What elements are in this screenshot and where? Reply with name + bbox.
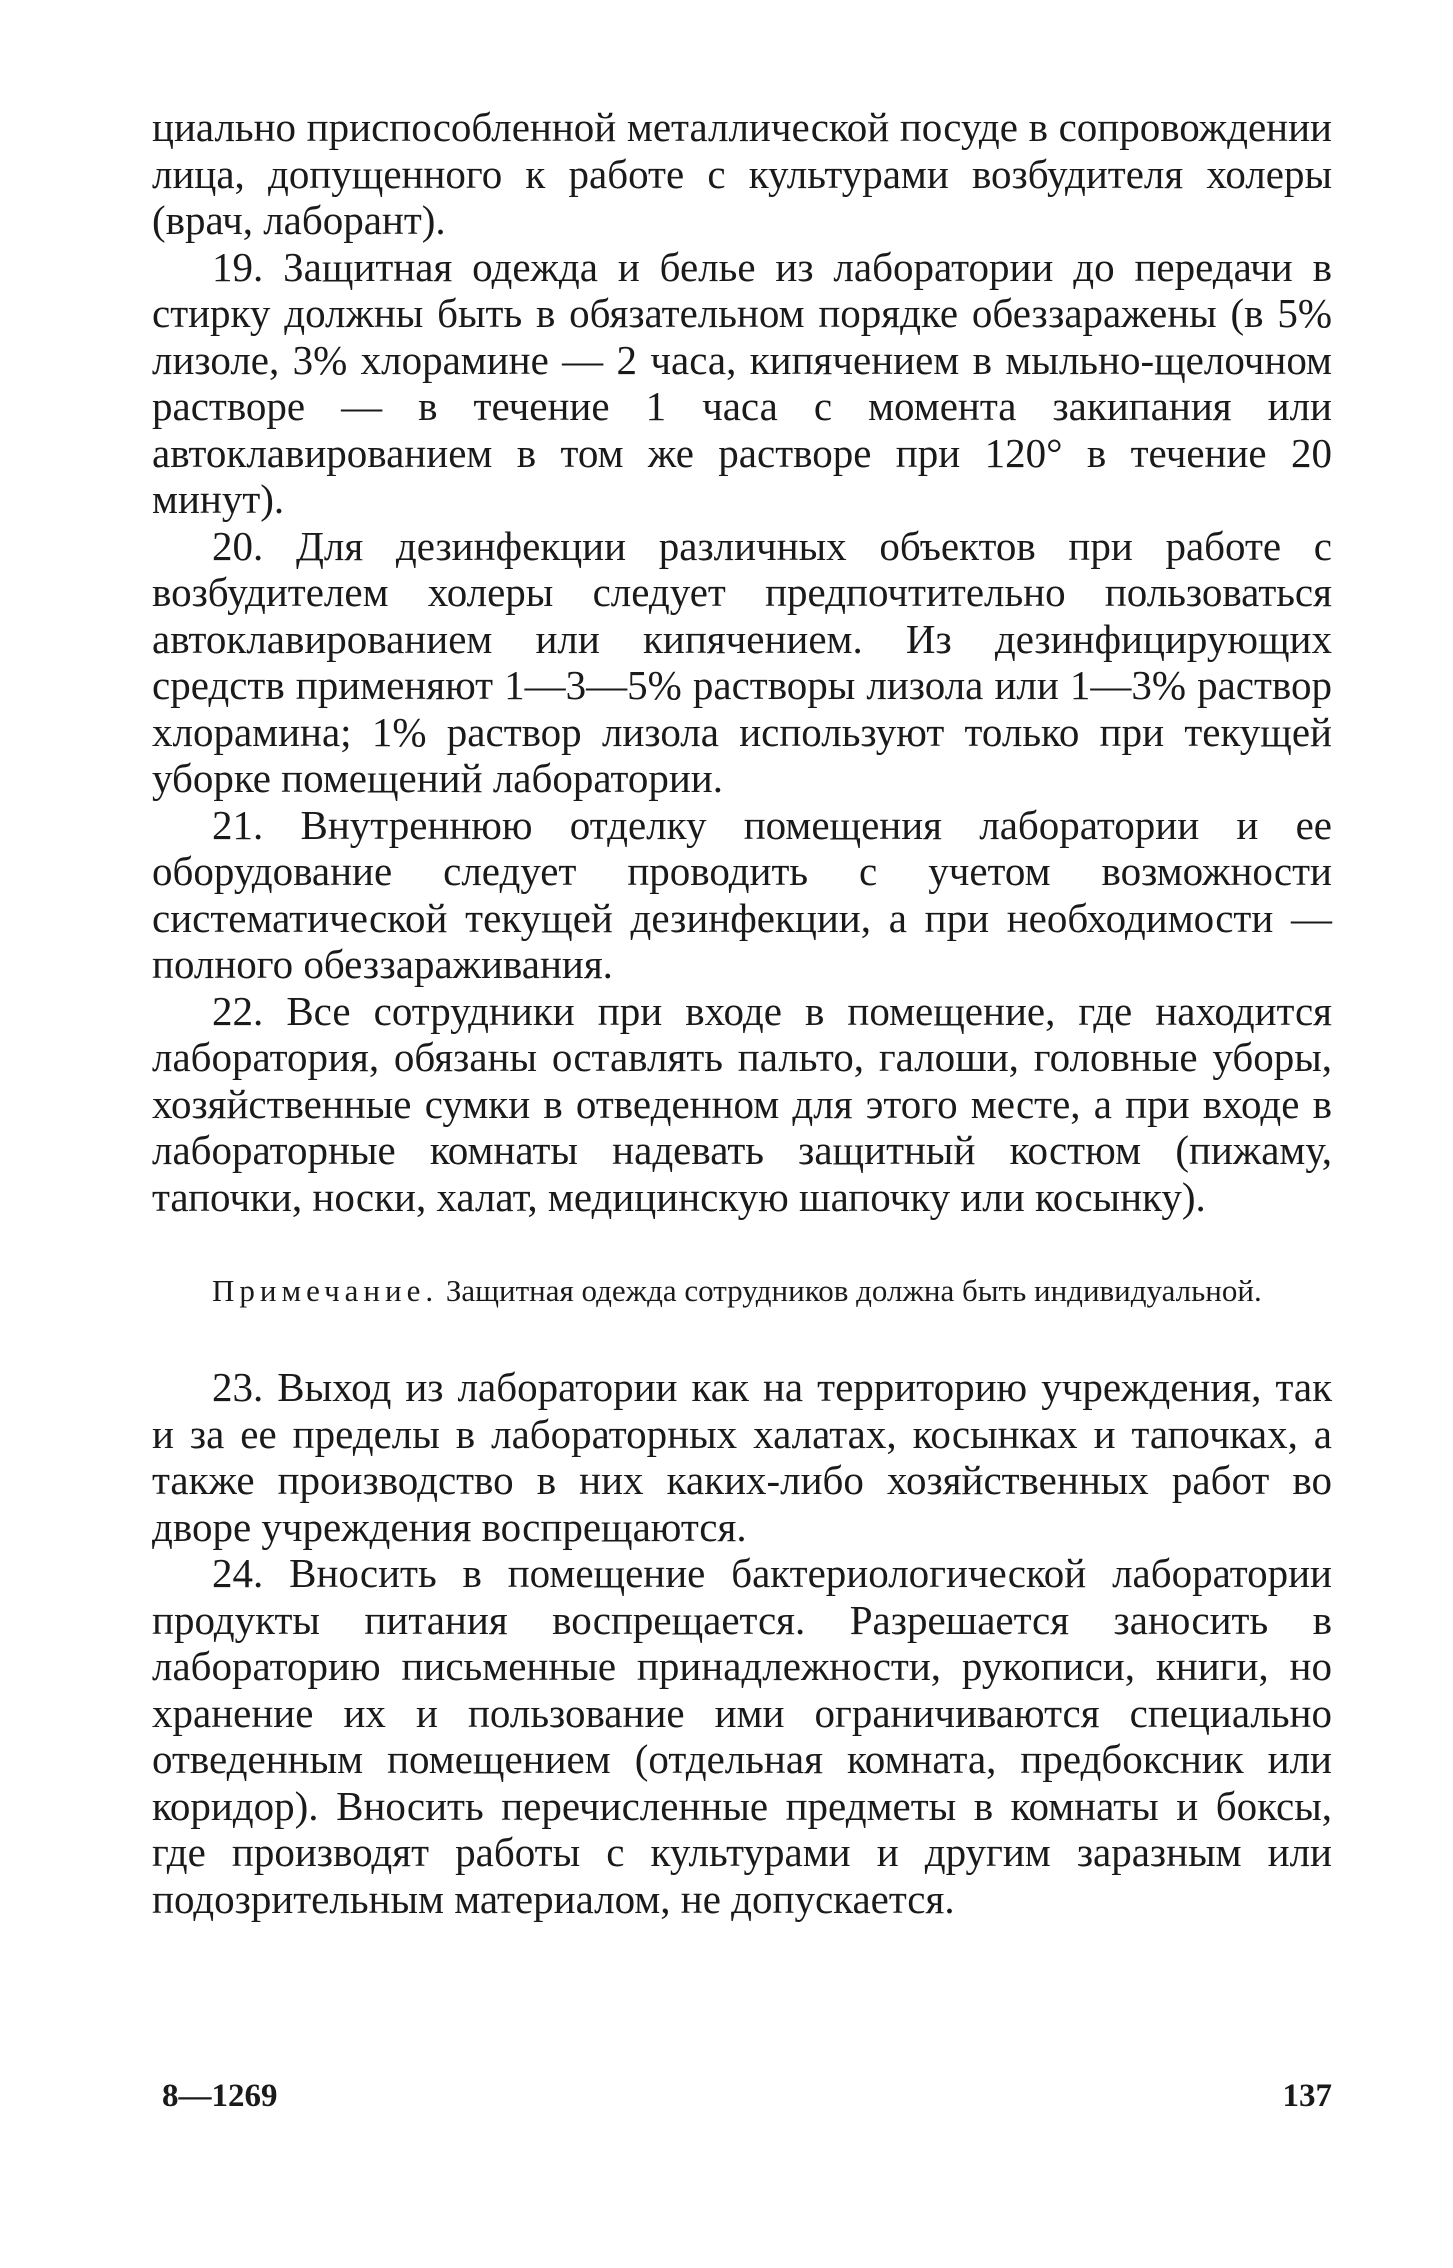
page-body (152, 104, 1332, 1922)
note-text: Защитная одежда сотрудников должна быть индивидуальной. (445, 1273, 1262, 1308)
paragraph-22: 22. Все сотрудники при входе в помещение, где находится лаборатория, обязаны оставлять пальто, галоши, головные уборы, хозяйственные сумки в отведенном для этого месте, а при входе в лабораторные комнаты надевать защитный костюм (пижаму, тапочки, носки, халат, медицинскую шапочку или косынку). (152, 987, 1332, 1220)
paragraph-continuation: циально приспособленной металлической посуде в сопровождении лица, допущенного к работе с культурами возбудителя холеры (врач, лаборант). (152, 104, 1332, 243)
page-number: 137 (1282, 2078, 1332, 2114)
printer-signature: 8—1269 (162, 2078, 278, 2114)
paragraph-23: 23. Выход из лаборатории как на территорию учреждения, так и за ее пределы в лабораторных халатах, косынках и тапочках, а также производство в них каких-либо хозяйственных работ во дворе учреждения воспрещаются. (152, 1364, 1332, 1550)
paragraph-20: 20. Для дезинфекции различных объектов при работе с возбудителем холеры следует предпочтительно пользоваться автоклавированием или кипячением. Из дезинфицирующих средств применяют 1—3—5% растворы лизола или 1—3% раствор хлорамина; 1% раствор лизола используют только при текущей уборке помещений лаборатории. (152, 522, 1332, 801)
note-label: Примечание. (212, 1273, 439, 1308)
footnote-remark (152, 1272, 1332, 1310)
paragraph-24: 24. Вносить в помещение бактериологической лаборатории продукты питания воспрещается. Разрешается заносить в лабораторию письменные принадлежности, рукописи, книги, но хранение их и пользование ими ограничиваются специально отведенным помещением (отдельная комната, предбоксник или коридор). Вносить перечисленные предметы в комнаты и боксы, где производят работы с культурами и другим заразным или подозрительным материалом, не допускается. (152, 1550, 1332, 1922)
page-footer (152, 2078, 1332, 2128)
paragraph-21: 21. Внутреннюю отделку помещения лаборатории и ее оборудование следует проводить с учетом возможности систематической текущей дезинфекции, а при необходимости — полного обеззараживания. (152, 801, 1332, 987)
paragraph-19: 19. Защитная одежда и белье из лаборатории до передачи в стирку должны быть в обязательном порядке обеззаражены (в 5% лизоле, 3% хлорамине — 2 часа, кипячением в мыльно-щелочном растворе — в течение 1 часа с момента закипания или автоклавированием в том же растворе при 120° в течение 20 минут). (152, 243, 1332, 522)
